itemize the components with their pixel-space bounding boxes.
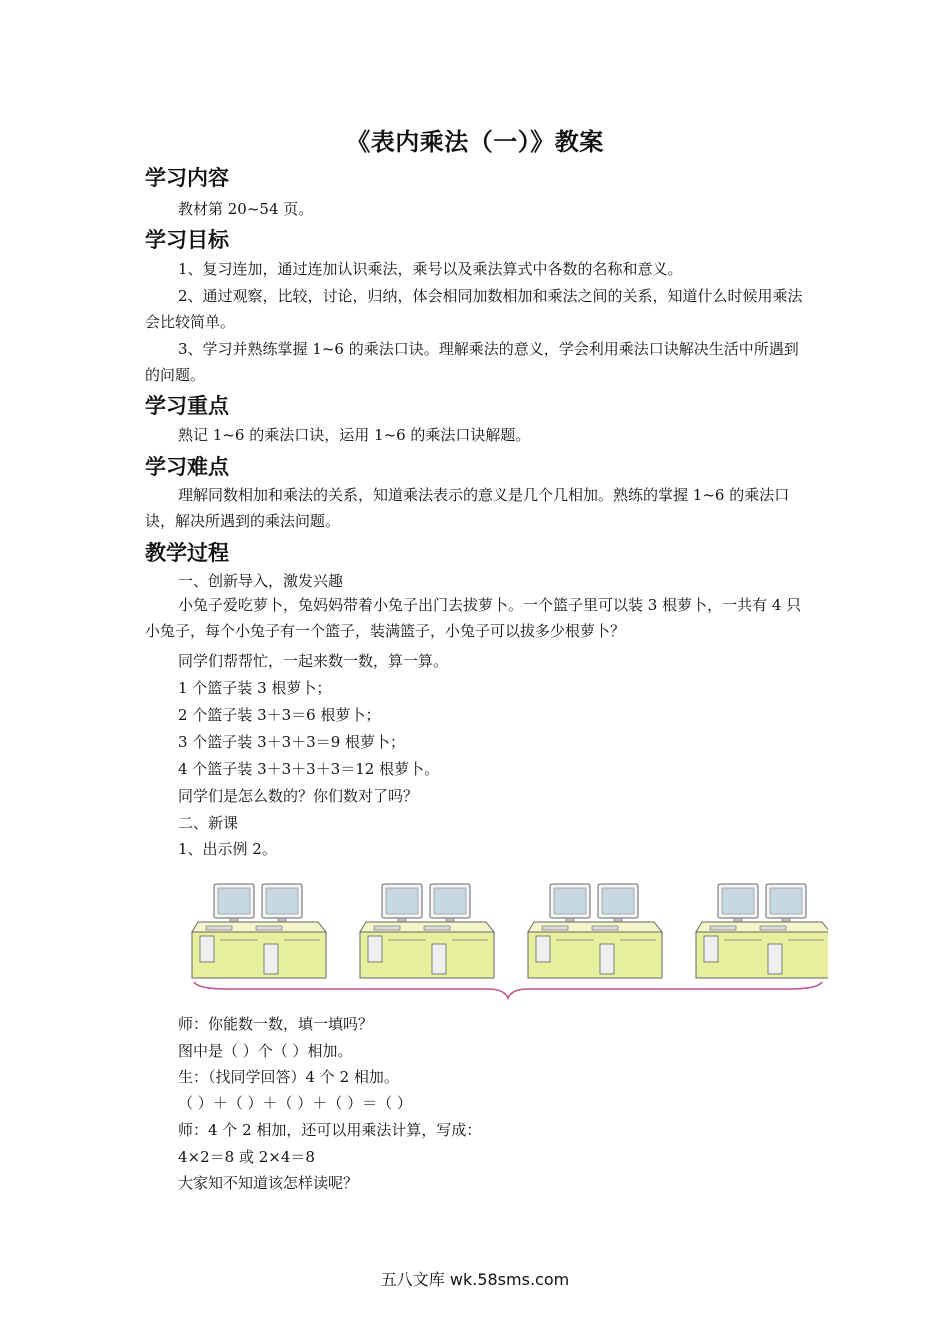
process-line: 同学们是怎么数的？你们数对了吗？ (178, 787, 419, 805)
computer-desks-figure (188, 878, 828, 1002)
after-figure-line: 图中是（ ）个（ ）相加。 (178, 1042, 353, 1060)
intro-title: 一、创新导入，激发兴趣 (178, 572, 344, 590)
cpu-tower-icon (368, 936, 382, 962)
goal-item-2: 2、通过观察，比较，讨论，归纳，体会相同加数相加和乘法之间的关系，知道什么时候用乘法会比较简单。 (145, 287, 803, 331)
cpu-tower-icon (600, 944, 614, 974)
process-line: 2 个篮子装 3＋3＝6 根萝卜； (178, 706, 381, 724)
heading-process: 教学过程 (145, 541, 229, 565)
after-figure-line: 师：4 个 2 相加，还可以用乘法计算，写成： (178, 1121, 482, 1139)
process-line: 1、出示例 2。 (178, 840, 277, 858)
heading-key: 学习重点 (145, 394, 229, 418)
process-line: 4 个篮子装 3＋3＋3＋3＝12 根萝卜。 (178, 760, 440, 778)
after-figure-line: 4×2＝8 或 2×4＝8 (178, 1148, 315, 1166)
desk-with-computers (696, 884, 828, 978)
footer-watermark: 五八文库 wk.58sms.com (380, 1270, 570, 1289)
goal-item-3: 3、学习并熟练掌握 1~6 的乘法口诀。理解乘法的意义，学会利用乘法口诀解决生活中所遇到的问题。 (145, 340, 799, 384)
cpu-tower-icon (200, 936, 214, 962)
heading-content: 学习内容 (145, 166, 229, 190)
desk-with-computers (360, 884, 494, 978)
page-title: 《表内乘法（一）》教案 (346, 128, 604, 156)
key-text: 熟记 1~6 的乘法口诀，运用 1~6 的乘法口诀解题。 (178, 426, 531, 444)
after-figure-line: （ ）＋（ ）＋（ ）＋（ ）＝（ ） (178, 1094, 412, 1112)
intro-story: 小兔子爱吃萝卜，兔妈妈带着小兔子出门去拔萝卜。一个篮子里可以装 3 根萝卜，一共有 4 只小兔子，每个小兔子有一个篮子，装满篮子，小兔子可以拔多少根萝卜？ (145, 596, 802, 640)
cpu-tower-icon (704, 936, 718, 962)
goal-item-1: 1、复习连加，通过连加认识乘法，乘号以及乘法算式中各数的名称和意义。 (178, 260, 683, 278)
heading-difficulty: 学习难点 (145, 455, 229, 479)
desk-with-computers (192, 884, 326, 978)
after-figure-line: 师：你能数一数，填一填吗？ (178, 1015, 374, 1033)
content-text: 教材第 20~54 页。 (178, 200, 314, 218)
cpu-tower-icon (264, 944, 278, 974)
process-line: 3 个篮子装 3＋3＋3＝9 根萝卜； (178, 733, 406, 751)
heading-goals: 学习目标 (145, 228, 229, 252)
after-figure-line: 大家知不知道该怎样读呢？ (178, 1174, 359, 1192)
process-line: 同学们帮帮忙，一起来数一数，算一算。 (178, 652, 449, 670)
cpu-tower-icon (768, 944, 782, 974)
after-figure-line: 生：（找同学回答）4 个 2 相加。 (178, 1068, 399, 1086)
difficulty-text: 理解同数相加和乘法的关系，知道乘法表示的意义是几个几相加。熟练的掌握 1~6 的乘法口诀，解决所遇到的乘法问题。 (145, 486, 790, 530)
process-line: 二、新课 (178, 814, 239, 832)
process-line: 1 个篮子装 3 根萝卜； (178, 679, 332, 697)
cpu-tower-icon (536, 936, 550, 962)
desk-with-computers (528, 884, 662, 978)
cpu-tower-icon (432, 944, 446, 974)
